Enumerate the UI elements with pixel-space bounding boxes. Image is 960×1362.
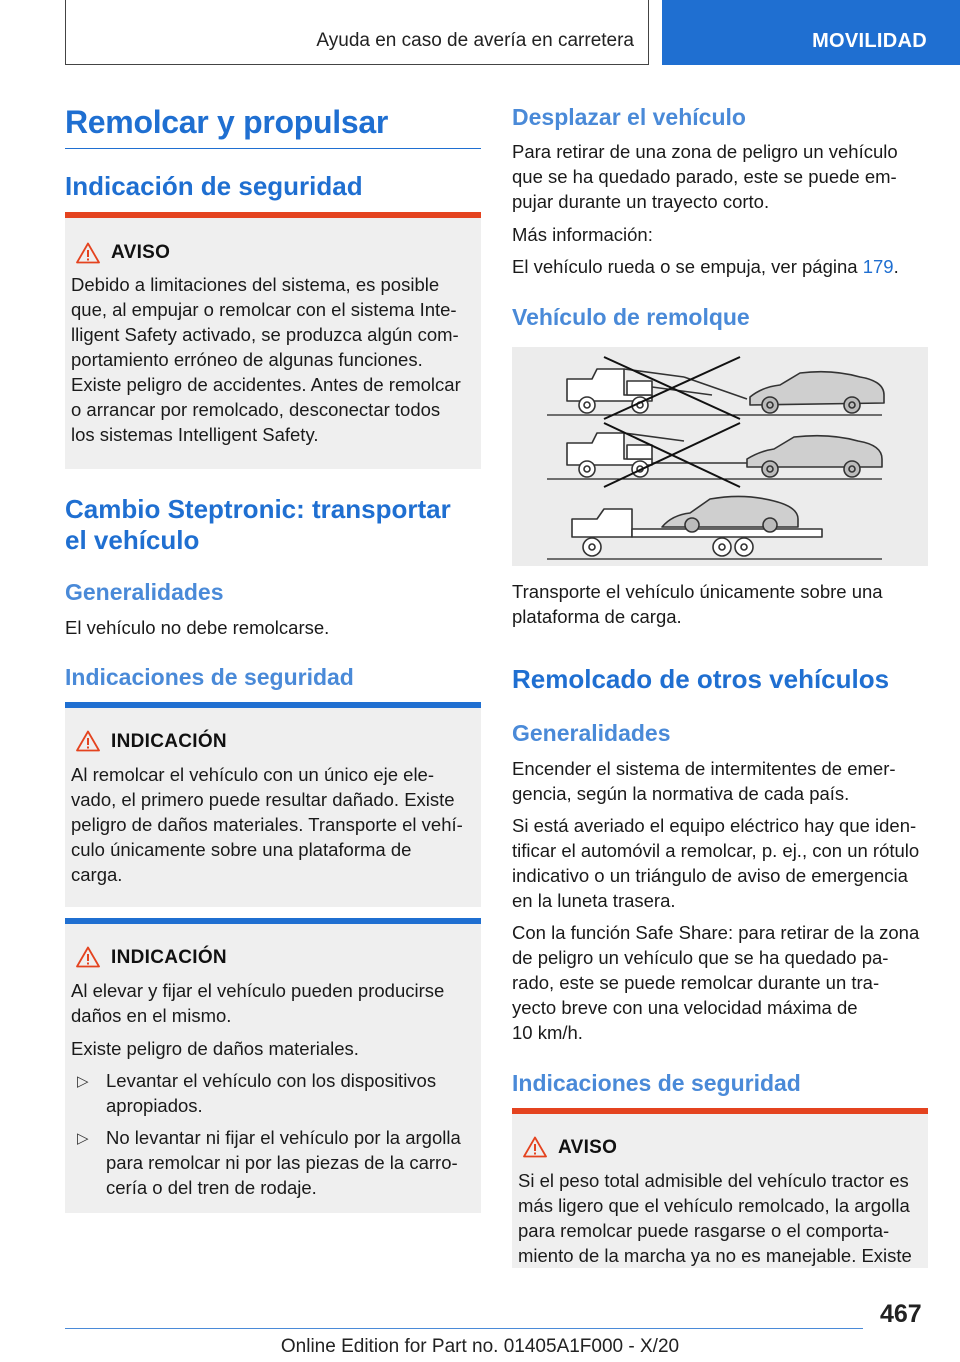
heading-line: Cambio Steptronic: transportar xyxy=(65,494,451,524)
text-line: Encender el sistema de intermitentes de emer‐ xyxy=(512,758,896,779)
warning-bar xyxy=(65,212,481,218)
warning-text xyxy=(71,272,481,447)
text-line: daños en el mismo. xyxy=(71,1005,232,1026)
text-line: que se ha quedado parado, este se puede em‐ xyxy=(512,166,897,187)
notice-text xyxy=(71,978,481,1028)
text-line: los sistemas Intelligent Safety. xyxy=(71,424,319,445)
bullet-item xyxy=(106,1068,481,1118)
remolque-heading: Vehículo de remolque xyxy=(512,304,750,330)
text-line: Con la función Safe Share: para retirar de la zona xyxy=(512,922,920,943)
warning-bar xyxy=(512,1108,928,1114)
text-line: cería o del tren de rodaje. xyxy=(106,1177,317,1198)
gen-paragraph-1 xyxy=(512,756,932,806)
notice-title: INDICACIÓN xyxy=(111,947,227,968)
page-title: Remolcar y propulsar xyxy=(65,104,389,140)
rueda-text xyxy=(512,254,899,279)
notice-box-2 xyxy=(65,918,481,1213)
text-line: rado, este se puede remolcar durante un tra‐ xyxy=(512,972,880,993)
text-line: más ligero que el vehículo remolcado, la argolla xyxy=(518,1195,910,1216)
text-line: pujar durante un trayecto corto. xyxy=(512,191,770,212)
indicaciones-heading-right: Indicaciones de seguridad xyxy=(512,1070,801,1096)
generalidades-heading: Generalidades xyxy=(65,579,224,605)
gen-paragraph-3 xyxy=(512,920,932,1045)
text-line: Debido a limitaciones del sistema, es posible xyxy=(71,274,440,295)
indicaciones-heading: Indicaciones de seguridad xyxy=(65,664,354,690)
bullet-icon: ▷ xyxy=(77,1130,89,1147)
text-line: en la luneta trasera. xyxy=(512,890,676,911)
title-rule xyxy=(65,148,481,149)
generalidades-heading-right: Generalidades xyxy=(512,720,671,746)
page-number: 467 xyxy=(880,1300,922,1328)
bullet-icon: ▷ xyxy=(77,1073,89,1090)
text-line: carga. xyxy=(71,864,123,885)
text-line: Para retirar de una zona de peligro un vehículo xyxy=(512,141,898,162)
text-line: portamiento erróneo de algunas funciones. xyxy=(71,349,423,370)
notice-bar xyxy=(65,702,481,708)
header-section-box xyxy=(65,0,649,65)
warning-title: AVISO xyxy=(558,1137,618,1158)
warning-triangle-icon xyxy=(76,242,100,264)
text-line: para remolcar ni por las piezas de la carro‐ xyxy=(106,1152,458,1173)
figure-caption xyxy=(512,579,928,629)
text-line: Levantar el vehículo con los dispositivos xyxy=(106,1070,437,1091)
text-line: miento de la marcha ya no es manejable. Existe xyxy=(518,1245,912,1266)
towing-illustration xyxy=(512,347,928,566)
towing-diagram-svg xyxy=(512,347,928,566)
text-line: yecto breve con una velocidad máxima de xyxy=(512,997,858,1018)
text-line: gencia, según la normativa de cada país. xyxy=(512,783,850,804)
text-line: culo únicamente sobre una plataforma de xyxy=(71,839,412,860)
text-line: Al remolcar el vehículo con un único eje ele‐ xyxy=(71,764,434,785)
text-line: tificar el automóvil a remolcar, p. ej., con un rótulo xyxy=(512,840,920,861)
header-chapter-tab xyxy=(662,0,960,65)
desplazar-heading: Desplazar el vehículo xyxy=(512,104,746,130)
text-line: vado, el primero puede resultar dañado. Existe xyxy=(71,789,455,810)
warning-box-aviso xyxy=(65,212,481,469)
warning-triangle-icon xyxy=(76,730,100,752)
warning-triangle-icon xyxy=(523,1136,547,1158)
text-line: peligro de daños materiales. Transporte el vehí‐ xyxy=(71,814,463,835)
steptronic-heading xyxy=(65,494,451,556)
safety-heading: Indicación de seguridad xyxy=(65,171,363,201)
text-line: Transporte el vehículo únicamente sobre una xyxy=(512,581,883,602)
warning-triangle-icon xyxy=(76,946,100,968)
page-link[interactable]: 179 xyxy=(862,256,894,277)
text-line: para remolcar puede rasgarse o el comporta‐ xyxy=(518,1220,890,1241)
warning-box-aviso-2 xyxy=(512,1108,928,1268)
footer-edition: Online Edition for Part no. 01405A1F000 - X/20 xyxy=(280,1336,680,1357)
text-line: apropiados. xyxy=(106,1095,203,1116)
otros-heading: Remolcado de otros vehículos xyxy=(512,664,890,694)
notice-text xyxy=(71,762,481,887)
header-chapter-title: MOVILIDAD xyxy=(812,30,927,52)
text-line: lligent Safety activado, se produzca algún com‐ xyxy=(71,324,459,345)
warning-title: AVISO xyxy=(111,242,171,263)
text-span: El vehículo rueda o se empuja, ver página xyxy=(512,256,863,277)
heading-line: el vehículo xyxy=(65,525,200,555)
notice-box-1 xyxy=(65,702,481,907)
text-line: o arrancar por remolcado, desconectar todos xyxy=(71,399,441,420)
header-section-title: Ayuda en caso de avería en carretera xyxy=(316,30,634,51)
text-span: . xyxy=(893,256,899,277)
text-line: Si está averiado el equipo eléctrico hay que iden‐ xyxy=(512,815,917,836)
notice-title: INDICACIÓN xyxy=(111,731,227,752)
bullet-item xyxy=(106,1125,481,1200)
text-line: Si el peso total admisible del vehículo tractor es xyxy=(518,1170,909,1191)
gen-paragraph-2 xyxy=(512,813,932,913)
text-line: de peligro un vehículo que se ha quedado pa‐ xyxy=(512,947,889,968)
text-line: plataforma de carga. xyxy=(512,606,682,627)
mas-info-text: Más información: xyxy=(512,224,653,245)
desplazar-text xyxy=(512,139,928,214)
text-line: que, al empujar o remolcar con el sistema Inte‐ xyxy=(71,299,457,320)
generalidades-text: El vehículo no debe remolcarse. xyxy=(65,617,330,638)
warning-text xyxy=(518,1168,928,1268)
notice-bar xyxy=(65,918,481,924)
footer-rule xyxy=(65,1328,863,1329)
text-line: indicativo o un triángulo de aviso de emergencia xyxy=(512,865,908,886)
text-line: Existe peligro de accidentes. Antes de remolcar xyxy=(71,374,461,395)
text-line: Al elevar y fijar el vehículo pueden producirse xyxy=(71,980,445,1001)
text-line: 10 km/h. xyxy=(512,1022,583,1043)
text-line: No levantar ni fijar el vehículo por la argolla xyxy=(106,1127,461,1148)
notice-text-2: Existe peligro de daños materiales. xyxy=(71,1038,359,1059)
